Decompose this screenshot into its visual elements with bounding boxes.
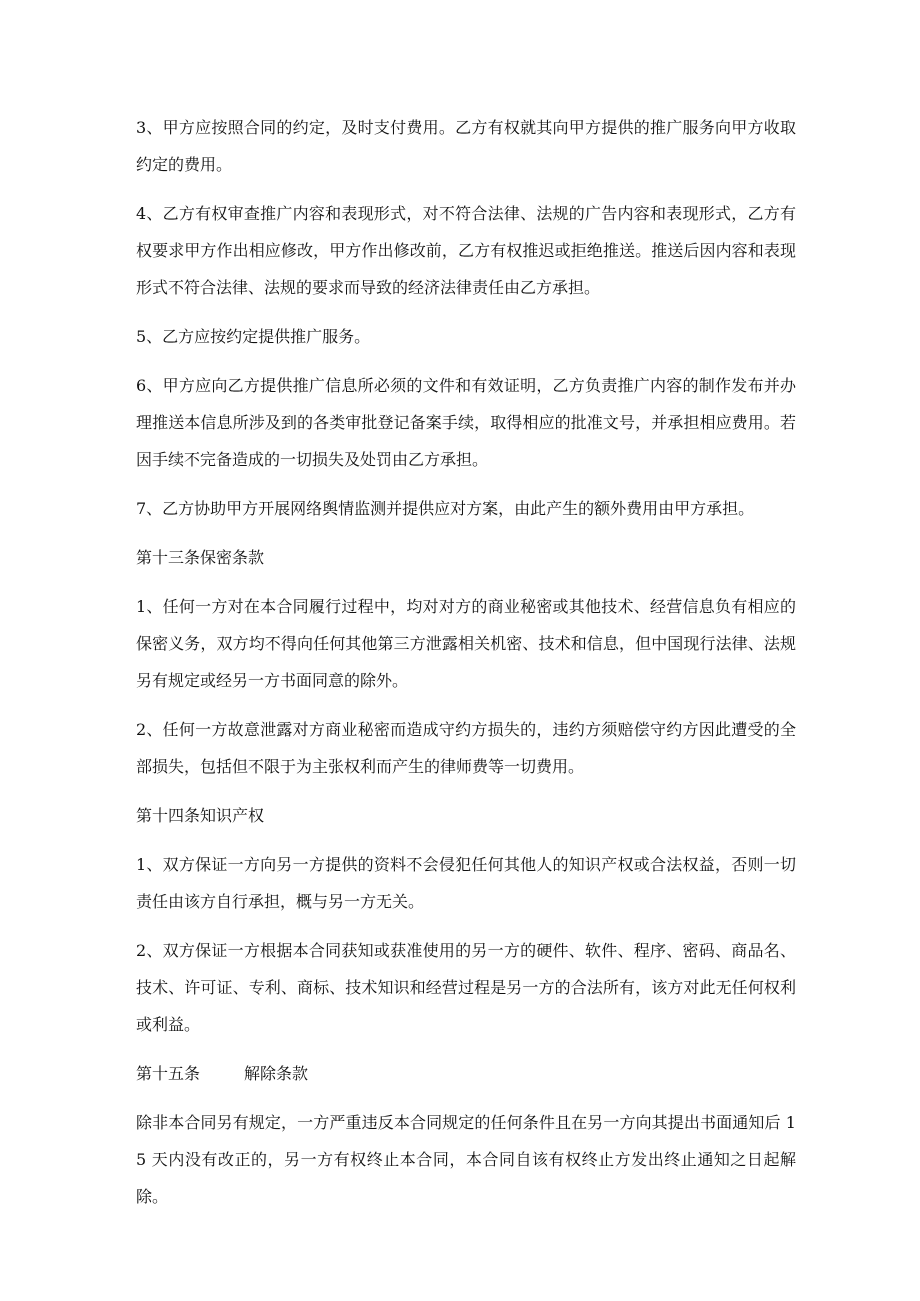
clause-paragraph-7: 7、乙方协助甲方开展网络舆情监测并提供应对方案，由此产生的额外费用由甲方承担。 — [136, 499, 755, 518]
document-body — [136, 109, 796, 1227]
clause-paragraph-4: 4、乙方有权审查推广内容和表现形式，对不符合法律、法规的广告内容和表现形式，乙方有权要求甲方作出相应修改，甲方作出修改前，乙方有权推迟或拒绝推送。推送后因内容和表现形式不符合法律、法规的要求而导致的经济法律责任由乙方承担。 — [136, 204, 796, 297]
article-15-title: 解除条款 — [244, 1064, 309, 1083]
clause-paragraph-6: 6、甲方应向乙方提供推广信息所必须的文件和有效证明，乙方负责推广内容的制作发布并办理推送本信息所涉及到的各类审批登记备案手续，取得相应的批准文号，并承担相应费用。若因手续不完备造成的一切损失及处罚由乙方承担。 — [136, 376, 796, 469]
article-15-paragraph-1: 除非本合同另有规定，一方严重违反本合同规定的任何条件且在另一方向其提出书面通知后 15 天内没有改正的，另一方有权终止本合同，本合同自该有权终止方发出终止通知之日起解除。 — [136, 1113, 796, 1206]
clause-paragraph-3: 3、甲方应按照合同的约定，及时支付费用。乙方有权就其向甲方提供的推广服务向甲方收取约定的费用。 — [136, 118, 796, 174]
article-14-heading: 第十四条知识产权 — [136, 806, 265, 825]
article-14-paragraph-2: 2、双方保证一方根据本合同获知或获准使用的另一方的硬件、软件、程序、密码、商品名、技术、许可证、专利、商标、技术知识和经营过程是另一方的合法所有，该方对此无任何权利或利益。 — [136, 941, 796, 1034]
article-14-paragraph-1: 1、双方保证一方向另一方提供的资料不会侵犯任何其他人的知识产权或合法权益，否则一切责任由该方自行承担，概与另一方无关。 — [136, 855, 796, 911]
clause-paragraph-5: 5、乙方应按约定提供推广服务。 — [136, 327, 371, 346]
article-13-paragraph-2: 2、任何一方故意泄露对方商业秘密而造成守约方损失的，违约方须赔偿守约方因此遭受的全部损失，包括但不限于为主张权利而产生的律师费等一切费用。 — [136, 720, 796, 776]
article-13-paragraph-1: 1、任何一方对在本合同履行过程中，均对对方的商业秘密或其他技术、经营信息负有相应的保密义务，双方均不得向任何其他第三方泄露相关机密、技术和信息，但中国现行法律、法规另有规定或经另一方书面同意的除外。 — [136, 597, 796, 690]
article-15-heading — [136, 1055, 796, 1092]
article-15-number: 第十五条 — [136, 1064, 201, 1083]
article-13-heading: 第十三条保密条款 — [136, 548, 265, 567]
